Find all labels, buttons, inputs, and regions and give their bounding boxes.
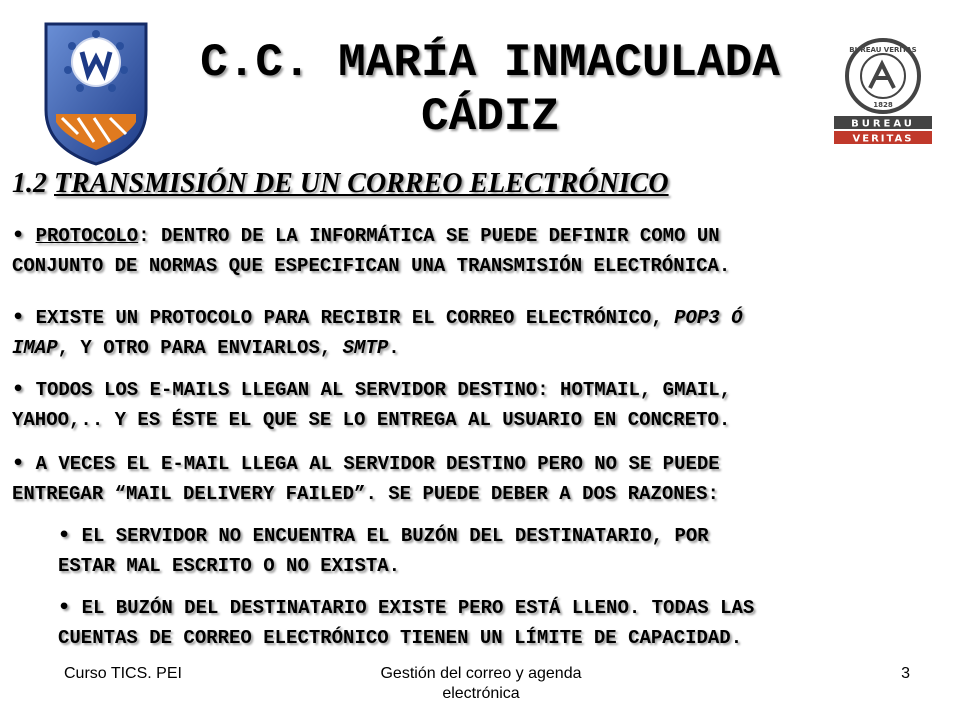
bv-band-top: BUREAU [851,118,915,130]
bv-year-text: 1828 [873,101,893,109]
bureau-veritas-logo-icon [830,38,936,146]
title-line-1: C.C. MARÍA INMACULADA [200,37,780,89]
school-crest-icon [38,18,154,168]
section-heading [12,168,669,200]
bullet-protocols [12,302,743,363]
bullet-marker: • [58,524,71,546]
bullet-marker: • [12,224,25,246]
footer-course: Curso TICS. PEI [64,665,182,682]
bullet-4-line-2: ENTREGAR “MAIL DELIVERY FAILED”. SE PUEDE DEBER A DOS RAZONES: [12,483,719,505]
footer-topic [350,664,612,704]
page-title [150,36,830,144]
bullet-protocolo [12,220,730,281]
bullet-marker: • [12,452,25,474]
bullet-servers [12,374,731,435]
bullet-1-line-1: : DENTRO DE LA INFORMÁTICA SE PUEDE DEFINIR COMO UN [138,225,720,247]
bv-band-bottom: VERITAS [852,133,914,145]
bullet-2-line-2: , Y OTRO PARA ENVIARLOS, [57,337,343,359]
page-number: 3 [901,665,910,682]
section-title: TRANSMISIÓN DE UN CORREO ELECTRÓNICO [54,168,669,199]
sub-bullet-2-line-2: CUENTAS DE CORREO ELECTRÓNICO TIENEN UN LÍMITE DE CAPACIDAD. [58,627,743,649]
bullet-4-line-1: A VECES EL E-MAIL LLEGA AL SERVIDOR DESTINO PERO NO SE PUEDE [35,453,720,475]
title-line-2: CÁDIZ [420,91,560,143]
bullet-2-end: . [388,337,400,359]
bullet-3-line-1: TODOS LOS E-MAILS LLEGAN AL SERVIDOR DESTINO: HOTMAIL, GMAIL, [35,379,732,401]
protocolo-term: PROTOCOLO [35,225,139,247]
sub-bullet-mailbox-not-found [58,520,709,581]
bullet-marker: • [12,378,25,400]
bullet-3-line-2: YAHOO,.. Y ES ÉSTE EL QUE SE LO ENTREGA AL USUARIO EN CONCRETO. [12,409,731,431]
bullet-marker: • [58,596,71,618]
bullet-1-line-2: CONJUNTO DE NORMAS QUE ESPECIFICAN UNA TRANSMISIÓN ELECTRÓNICA. [12,255,731,277]
sub-bullet-2-line-1: EL BUZÓN DEL DESTINATARIO EXISTE PERO ESTÁ LLENO. TODAS LAS [81,597,755,619]
smtp-text: SMTP [342,337,389,359]
section-number: 1.2 [12,168,47,199]
footer-topic-line-1: Gestión del correo y agenda [380,665,582,682]
pop3-text: POP3 Ó [674,307,743,329]
footer-topic-line-2: electrónica [442,685,520,702]
imap-text: IMAP [12,337,58,359]
bullet-2-line-1: EXISTE UN PROTOCOLO PARA RECIBIR EL CORREO ELECTRÓNICO, [35,307,675,329]
bullet-marker: • [12,306,25,328]
sub-bullet-1-line-2: ESTAR MAL ESCRITO O NO EXISTA. [58,555,401,577]
sub-bullet-1-line-1: EL SERVIDOR NO ENCUENTRA EL BUZÓN DEL DESTINATARIO, POR [81,525,709,547]
bv-ring-text: BUREAU VERITAS [849,46,917,54]
bullet-delivery-failed [12,448,720,509]
sub-bullet-mailbox-full [58,592,754,653]
